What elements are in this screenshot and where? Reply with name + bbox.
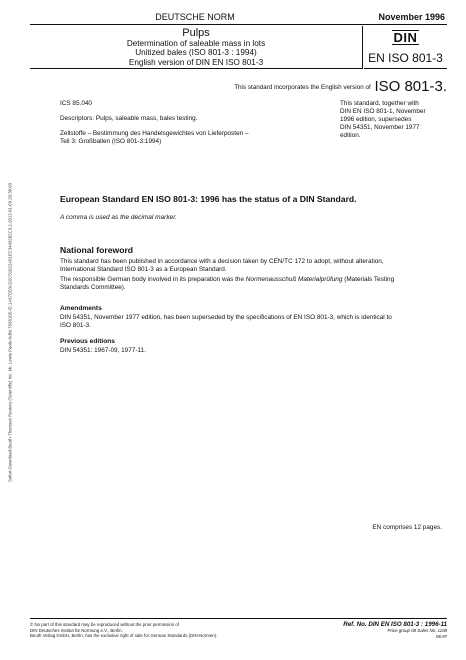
title-line-4: English version of DIN EN ISO 801-3 bbox=[128, 57, 264, 67]
supersedes-line-2: DIN EN ISO 801-1, November bbox=[340, 108, 426, 115]
incorporation-text: This standard incorporates the English version of bbox=[234, 84, 371, 91]
amendments-text bbox=[60, 314, 446, 330]
title-box bbox=[30, 26, 363, 69]
foreword-p2-line-2: Standards Committee). bbox=[60, 283, 126, 291]
foreword-p1-line-1: This standard has been published in accordance with a decision taken by CEN/TC 172 to adopt, without alteration, bbox=[60, 258, 384, 265]
supersedes-line-4: DIN 54351, November 1977 bbox=[340, 124, 420, 131]
reference-number: Ref. No. DIN EN ISO 801-3 : 1996-11 bbox=[343, 621, 447, 628]
incorporation-statement bbox=[30, 78, 447, 95]
foreword-paragraph-1 bbox=[60, 258, 446, 274]
title-line-3: Unitized bales (ISO 801-3 : 1994) bbox=[135, 48, 257, 58]
ics-code: ICS 85.040 bbox=[60, 100, 92, 107]
document-title: Pulps bbox=[182, 27, 210, 39]
previous-editions-text: DIN 54351: 1967-09, 1977-11. bbox=[60, 347, 146, 354]
amendments-line-1: DIN 54351, November 1977 edition, has been superseded by the specifications of EN ISO 801-3, which is identical to bbox=[60, 314, 392, 321]
decimal-marker-note: A comma is used as the decimal marker. bbox=[60, 214, 177, 221]
foreword-paragraph-2 bbox=[60, 276, 446, 292]
reference-block bbox=[343, 622, 447, 640]
copyright-line-3: Beuth Verlag GmbH, Berlin, has the exclusive right of sale for German Standards (DIN-Normen). bbox=[30, 633, 218, 639]
supersedes-line-5: edition. bbox=[340, 132, 361, 139]
din-box bbox=[364, 26, 447, 69]
foreword-p2-line-1 bbox=[60, 276, 446, 284]
publication-date: November 1996 bbox=[378, 12, 445, 22]
page-count-note: EN comprises 12 pages. bbox=[372, 524, 442, 531]
descriptors: Descriptors: Pulps, saleable mass, bales testing. bbox=[60, 115, 198, 122]
copyright-notice bbox=[30, 622, 260, 639]
page-footer bbox=[30, 618, 447, 651]
amendments-line-2: ISO 801-3. bbox=[60, 321, 91, 329]
national-foreword-heading: National foreword bbox=[60, 245, 134, 255]
page-header bbox=[30, 10, 447, 25]
edition-code: 06.97 bbox=[436, 634, 447, 639]
price-group: Price group 08 Sales No. 1108 bbox=[387, 628, 447, 633]
copyright-line-1: © No part of this standard may be reproduced without the prior permission of bbox=[30, 622, 179, 627]
supersedes-line-3: 1996 edition, supersedes bbox=[340, 116, 412, 123]
standard-org-label: DEUTSCHE NORM bbox=[155, 12, 235, 22]
title-line-2: Determination of saleable mass in lots bbox=[126, 39, 266, 48]
copyright-line-2: DIN Deutsches Institut für Normung e.V., Berlin. bbox=[30, 627, 123, 633]
german-title-line-2: Teil 3: Großballen (ISO 801-3:1994) bbox=[60, 138, 162, 145]
foreword-p1-line-2: International Standard ISO 801-3 as a European Standard. bbox=[60, 265, 227, 273]
amendments-heading: Amendments bbox=[60, 305, 102, 312]
previous-editions-heading: Previous editions bbox=[60, 338, 115, 345]
din-logo: DIN bbox=[393, 30, 418, 45]
european-standard-status: European Standard EN ISO 801-3: 1996 has the status of a DIN Standard. bbox=[60, 194, 357, 204]
supersedes-note bbox=[340, 100, 448, 140]
german-title-line-1: Zellstoffe – Bestimmung des Handelsgewichtes von Lieferposten – bbox=[60, 130, 249, 137]
side-margin-text: Sofort-Download-Beuth-Thomson Reuters (Scientific) Inc. Mr. Lewis Poole-KdNr.7566105-ID.1A67D53AD2C51622A61EC3443202C3.2-2012-01-03 20:30:03 bbox=[7, 182, 13, 483]
german-title bbox=[60, 130, 249, 146]
iso-number: ISO 801-3. bbox=[374, 78, 447, 95]
foreword-p2-text-b: (Materials Testing bbox=[342, 276, 395, 283]
standard-number: EN ISO 801-3 bbox=[368, 51, 443, 65]
foreword-p2-text-a: The responsible German body involved in its preparation was the bbox=[60, 276, 246, 283]
foreword-p2-committee: Normenausschuß Materialprüfung bbox=[245, 276, 343, 283]
supersedes-line-1: This standard, together with bbox=[340, 100, 419, 107]
